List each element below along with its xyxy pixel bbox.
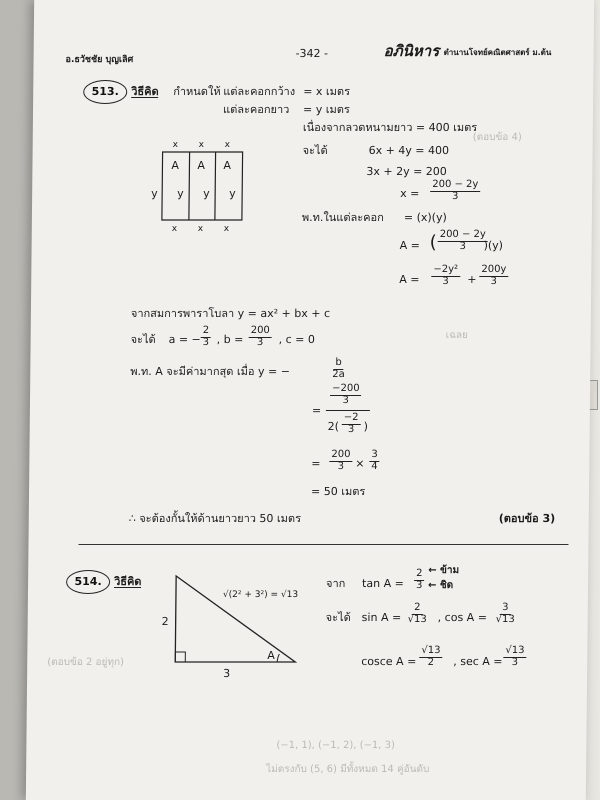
section-divider <box>78 544 568 545</box>
A2-equals: A = <box>399 273 420 286</box>
equals-sign: = <box>311 404 322 417</box>
width-value: = x เมตร <box>303 85 351 98</box>
cos-fraction: $\frac{3}{√13}$ <box>495 602 515 625</box>
right-angle-mark <box>175 652 185 662</box>
pen-bottom-x: x <box>171 224 178 234</box>
open-paren: ( <box>429 232 437 253</box>
sec-fraction: $\frac{√13}{3}$ <box>503 646 526 668</box>
ghost-text: (ตอบข้อ 2 อยู่ทุก) <box>47 657 125 668</box>
main-fraction-bar <box>326 410 370 411</box>
times-sign: × <box>355 457 365 470</box>
cosec-equals: cosce A = <box>361 655 417 668</box>
sin-fraction: $\frac{2}{√13}$ <box>407 602 427 625</box>
A-fraction: $\frac{200 - 2y}{3}$ <box>438 230 488 252</box>
result-line: = 50 เมตร <box>310 485 366 498</box>
length-value: = y เมตร <box>302 103 350 116</box>
book-subtitle: ตำนานโจทย์คณิตศาสตร์ ม.ต้น <box>443 48 552 57</box>
area-equation: = (x)(y) <box>403 211 447 224</box>
coef-c-label: , c = 0 <box>278 333 315 346</box>
A2-term2: $\frac{200y}{3}$ <box>479 265 508 287</box>
coef-a-fraction: $\frac{2}{3}$ <box>202 325 210 348</box>
adjacent-note: ← ชิด <box>427 580 454 591</box>
got-label: จะได้ <box>302 144 328 157</box>
angle-label: A <box>267 649 275 662</box>
from-label: จาก <box>326 577 346 590</box>
equals-sign: = <box>311 457 321 470</box>
width-label: แต่ละคอกกว้าง <box>223 85 296 98</box>
ghost-text: ไม่ตรงกับ (5, 6) มีทั้งหมด 14 คู่อันดับ <box>266 764 430 775</box>
A-tail: )(y) <box>483 239 504 252</box>
pen-top-x: x <box>198 140 205 150</box>
method-label: วิธีคิด <box>131 85 159 98</box>
A2-term1: $\frac{\text{−2y²}}{3}$ <box>431 265 460 287</box>
A-equals: A = <box>399 239 420 252</box>
sec-equals: , sec A = <box>453 655 503 668</box>
ghost-text: (ตอบข้อ 4) <box>472 132 522 143</box>
pen-divider <box>215 152 216 220</box>
A2-plus: + <box>467 273 477 286</box>
answer-label: (ตอบข้อ 3) <box>498 512 556 525</box>
right-triangle <box>175 576 299 662</box>
pen-top-x: x <box>172 140 179 150</box>
pen-area-A: A <box>223 159 232 172</box>
cos-equals: , cos A = <box>437 611 488 624</box>
pen-side-y: y <box>203 187 210 200</box>
max-condition: พ.ท. A จะมีค่ามากสุด เมื่อ y = − <box>130 365 291 378</box>
pen-side-y: y <box>229 187 236 200</box>
big-denominator-post: ) <box>363 420 369 433</box>
conclusion-line: ∴ จะต้องกั้นให้ด้านยาวยาว 50 เมตร <box>128 512 302 525</box>
given-label: กำหนดให้ <box>173 85 221 98</box>
ghost-text: เฉลย <box>445 330 468 341</box>
problem-number-513: 513. <box>83 80 127 104</box>
ghost-text: (−1, 1), (−1, 2), (−1, 3) <box>276 740 395 751</box>
pen-bottom-x: x <box>197 224 204 234</box>
sin-equals: sin A = <box>361 611 402 624</box>
got-label: จะได้ <box>325 611 351 624</box>
coef-got: จะได้ <box>130 333 156 346</box>
step-fraction-b: $\frac{3}{4}$ <box>371 449 378 472</box>
length-label: แต่ละคอกยาว <box>222 103 290 116</box>
problem-number-514: 514. <box>66 570 110 594</box>
big-numerator: $\frac{-200}{3}$ <box>330 384 362 406</box>
x-fraction: $\frac{200 - 2y}{3}$ <box>430 180 480 202</box>
equation-1: 6x + 4y = 400 <box>368 144 450 157</box>
big-denominator-fraction: $\frac{-2}{3}$ <box>342 413 361 435</box>
triangle-diagram <box>167 570 308 670</box>
coef-b-label: , b = <box>216 333 244 346</box>
pen-top-x: x <box>224 140 231 150</box>
area-label: พ.ท.ในแต่ละคอก <box>301 211 384 224</box>
pen-area-A: A <box>197 159 206 172</box>
coef-b-fraction: $\frac{200}{3}$ <box>249 326 272 348</box>
side-vertical-label: 2 <box>161 615 169 628</box>
book-title: อภินิหาร <box>383 42 440 60</box>
book-page <box>26 0 594 800</box>
side-horizontal-label: 3 <box>223 667 231 680</box>
x-equals: x = <box>400 187 420 200</box>
pen-bottom-x: x <box>223 224 230 234</box>
angle-arc <box>277 654 279 662</box>
tan-equals: tan A = <box>362 577 404 590</box>
wire-length-line: เนื่องจากลวดหนามยาว = 400 เมตร <box>302 121 478 134</box>
parabola-line: จากสมการพาราโบลา y = ax² + bx + c <box>130 307 331 320</box>
method-label: วิธีคิด <box>114 575 142 588</box>
pen-divider <box>189 152 190 220</box>
tan-fraction: $\frac{2}{3}$ <box>416 568 423 591</box>
pen-side-y: y <box>177 187 184 200</box>
big-denominator-pre: 2( <box>327 420 340 433</box>
page-number: -342 - <box>295 47 329 60</box>
vertex-fraction: $\frac{b}{2a}$ <box>332 357 345 380</box>
pen-area-A: A <box>171 159 180 172</box>
cosec-fraction: $\frac{√13}{2}$ <box>419 646 442 668</box>
equation-2: 3x + 2y = 200 <box>366 165 447 178</box>
step-fraction-a: $\frac{200}{3}$ <box>329 450 352 472</box>
coef-a-label: a = − <box>168 333 201 346</box>
pen-side-y: y <box>151 187 158 200</box>
opposite-note: ← ข้าม <box>428 565 460 576</box>
author-name: อ.ธวัชชัย บุญเลิศ <box>65 55 134 65</box>
hypotenuse-label: √(2² + 3²) = √13 <box>222 590 299 600</box>
